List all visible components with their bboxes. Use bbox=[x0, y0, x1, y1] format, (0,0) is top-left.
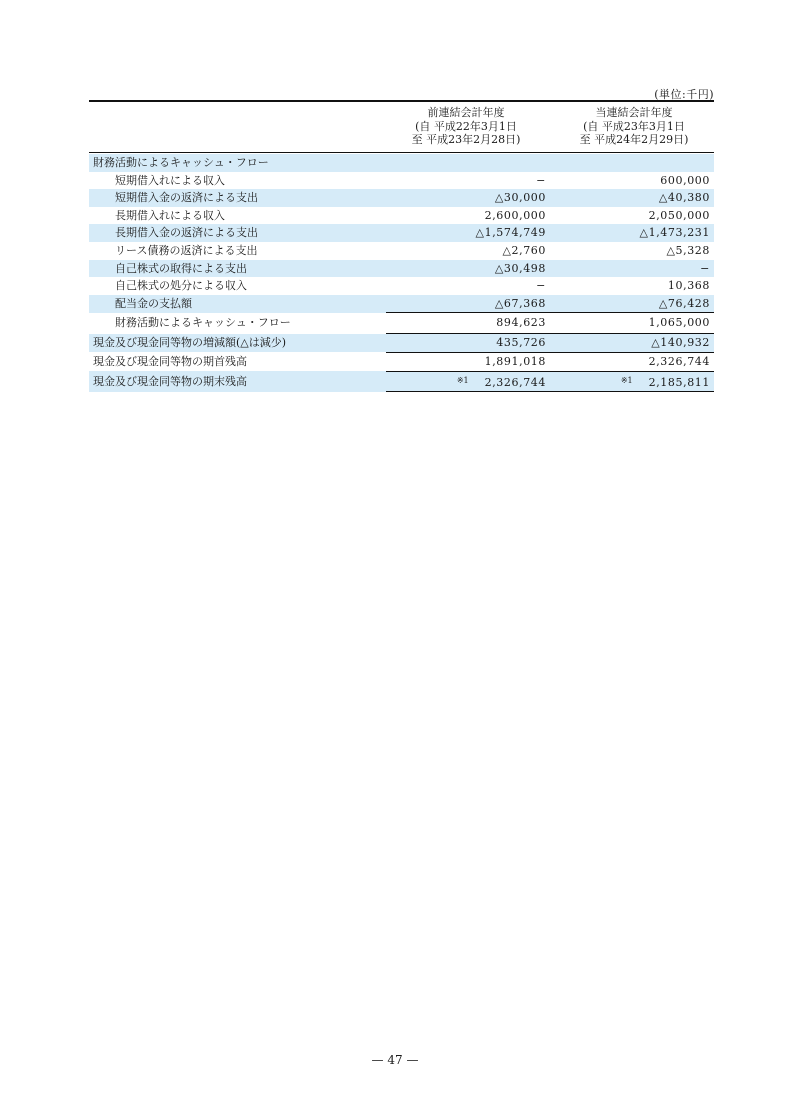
row-label: 短期借入金の返済による支出 bbox=[89, 189, 386, 207]
current-value bbox=[550, 154, 714, 172]
current-value: △76,428 bbox=[550, 295, 714, 313]
prior-value: △30,498 bbox=[386, 260, 550, 278]
row-label: 短期借入れによる収入 bbox=[115, 173, 225, 187]
prior-value-cell bbox=[386, 371, 550, 392]
current-value: 2,326,744 bbox=[550, 352, 714, 371]
table-row-subtotal bbox=[89, 313, 714, 334]
prior-value: △1,574,749 bbox=[386, 224, 550, 242]
current-value: 600,000 bbox=[660, 173, 710, 187]
row-label: 財務活動によるキャッシュ・フロー bbox=[115, 316, 291, 330]
header-current-to: 至 平成24年2月29日) bbox=[579, 133, 689, 146]
header-prior-from: (自 平成22年3月1日 bbox=[415, 119, 517, 133]
prior-value: − bbox=[536, 173, 546, 187]
prior-value: △67,368 bbox=[386, 295, 550, 313]
prior-value: 894,623 bbox=[386, 313, 550, 334]
table-row bbox=[89, 277, 714, 295]
page-number: — 47 — bbox=[371, 1053, 419, 1067]
prior-value: 1,891,018 bbox=[386, 352, 550, 371]
prior-value: 2,600,000 bbox=[484, 208, 546, 222]
footnote-marker: ※1 bbox=[456, 375, 469, 385]
prior-value: − bbox=[536, 279, 546, 293]
row-label: 自己株式の取得による支出 bbox=[89, 260, 386, 278]
table-row bbox=[89, 242, 714, 260]
row-label: 現金及び現金同等物の増減額(△は減少) bbox=[89, 334, 386, 353]
table-row-section-heading bbox=[89, 154, 714, 172]
current-value-cell bbox=[550, 371, 714, 392]
row-label: 配当金の支払額 bbox=[89, 295, 386, 313]
header-prior-year bbox=[386, 106, 546, 147]
prior-value bbox=[386, 154, 550, 172]
table-row-beginning-balance bbox=[89, 352, 714, 371]
current-value: △1,473,231 bbox=[550, 224, 714, 242]
current-value: △140,932 bbox=[550, 334, 714, 353]
current-value: △5,328 bbox=[666, 243, 710, 257]
table-row bbox=[89, 189, 714, 207]
current-value: 2,050,000 bbox=[648, 208, 710, 222]
row-label: 長期借入金の返済による支出 bbox=[89, 224, 386, 242]
prior-value: 435,726 bbox=[386, 334, 550, 353]
prior-value: △30,000 bbox=[386, 189, 550, 207]
header-prior-title: 前連結会計年度 bbox=[427, 106, 505, 119]
top-rule bbox=[89, 100, 714, 102]
current-value: − bbox=[550, 260, 714, 278]
prior-value: △2,760 bbox=[502, 243, 546, 257]
cash-flow-table bbox=[89, 154, 714, 392]
current-value: 2,185,811 bbox=[648, 375, 710, 389]
unit-label: (単位:千円) bbox=[654, 88, 714, 101]
header-current-from: (自 平成23年3月1日 bbox=[583, 119, 685, 133]
row-label: 現金及び現金同等物の期首残高 bbox=[93, 354, 247, 368]
table-row-ending-balance bbox=[89, 371, 714, 392]
current-value: 1,065,000 bbox=[550, 313, 714, 334]
row-label: 財務活動によるキャッシュ・フロー bbox=[89, 154, 386, 172]
prior-value: 2,326,744 bbox=[484, 375, 546, 389]
row-label: 現金及び現金同等物の期末残高 bbox=[89, 371, 386, 392]
table-row bbox=[89, 295, 714, 313]
table-row-net-change bbox=[89, 334, 714, 353]
current-value: △40,380 bbox=[550, 189, 714, 207]
table-row bbox=[89, 172, 714, 190]
current-value: 10,368 bbox=[667, 279, 710, 293]
row-label: 長期借入れによる収入 bbox=[115, 208, 225, 222]
header-rule bbox=[89, 152, 714, 153]
table-row bbox=[89, 260, 714, 278]
header-current-year bbox=[554, 106, 714, 147]
header-prior-to: 至 平成23年2月28日) bbox=[411, 133, 521, 146]
table-row bbox=[89, 224, 714, 242]
footnote-marker: ※1 bbox=[620, 375, 633, 385]
table-row bbox=[89, 207, 714, 225]
header-current-title: 当連結会計年度 bbox=[595, 106, 673, 119]
row-label: リース債務の返済による支出 bbox=[115, 243, 258, 257]
row-label: 自己株式の処分による収入 bbox=[115, 279, 247, 293]
